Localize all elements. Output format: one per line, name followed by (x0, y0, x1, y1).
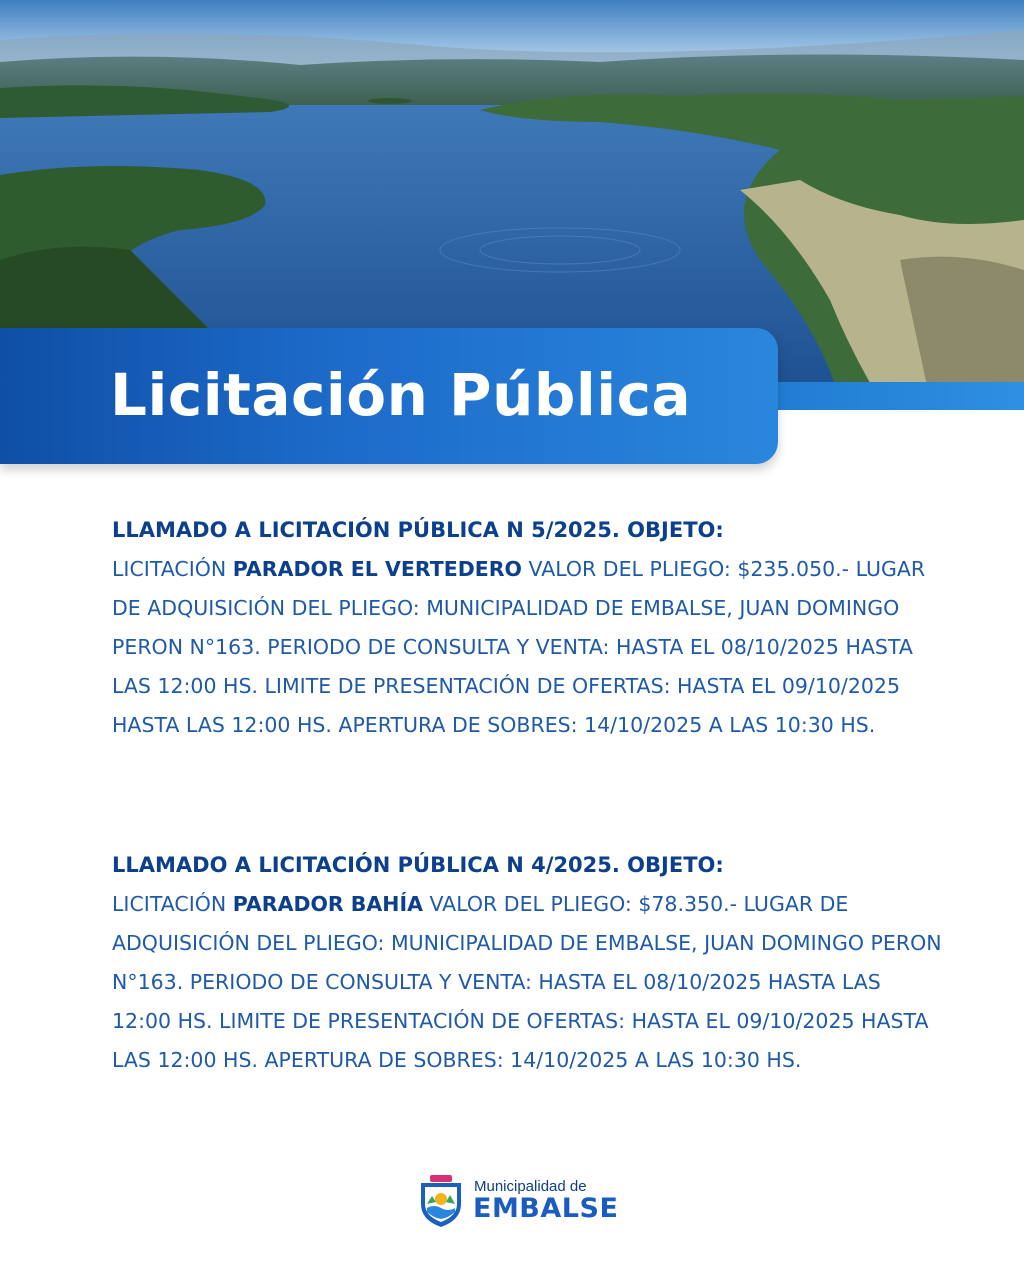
notice-object-name: PARADOR BAHÍA (232, 892, 423, 916)
notice-object-name: PARADOR EL VERTEDERO (232, 557, 522, 581)
page-title: Licitación Pública (110, 361, 692, 429)
notice-heading: LLAMADO A LICITACIÓN PÚBLICA N 4/2025. OBJETO: (112, 853, 724, 877)
notice-prefix: LICITACIÓN (112, 557, 233, 581)
notice-prefix: LICITACIÓN (112, 892, 233, 916)
tender-notice (112, 511, 942, 745)
notice-details: VALOR DEL PLIEGO: $235.050.- LUGAR DE ADQUISICIÓN DEL PLIEGO: MUNICIPALIDAD DE EMBALSE, JUAN DOMINGO PERON N°163. PERIODO DE CONSULTA Y VENTA: HASTA EL 08/10/2025 HASTA LAS 12:00 HS. LIMITE DE PRESENTACIÓN DE OFERTAS: HASTA EL 09/10/2025 HASTA LAS 12:00 HS. APERTURA DE SOBRES: 14/10/2025 A LAS 10:30 HS. (112, 557, 926, 737)
logo-line-municipalidad: Municipalidad de (474, 1178, 587, 1195)
notice-details: VALOR DEL PLIEGO: $78.350.- LUGAR DE ADQUISICIÓN DEL PLIEGO: MUNICIPALIDAD DE EMBALSE, JUAN DOMINGO PERON N°163. PERIODO DE CONSULTA Y VENTA: HASTA EL 08/10/2025 HASTA LAS 12:00 HS. LIMITE DE PRESENTACIÓN DE OFERTAS: HASTA EL 09/10/2025 HASTA LAS 12:00 HS. APERTURA DE SOBRES: 14/10/2025 A LAS 10:30 HS. (112, 892, 942, 1072)
coat-of-arms-icon (418, 1174, 464, 1228)
logo-line-embalse: EMBALSE (473, 1193, 619, 1224)
tender-notice (112, 846, 942, 1080)
notice-heading: LLAMADO A LICITACIÓN PÚBLICA N 5/2025. OBJETO: (112, 518, 724, 542)
notice-body (112, 885, 942, 1080)
notice-body (112, 550, 942, 745)
municipality-logo (418, 1172, 618, 1228)
